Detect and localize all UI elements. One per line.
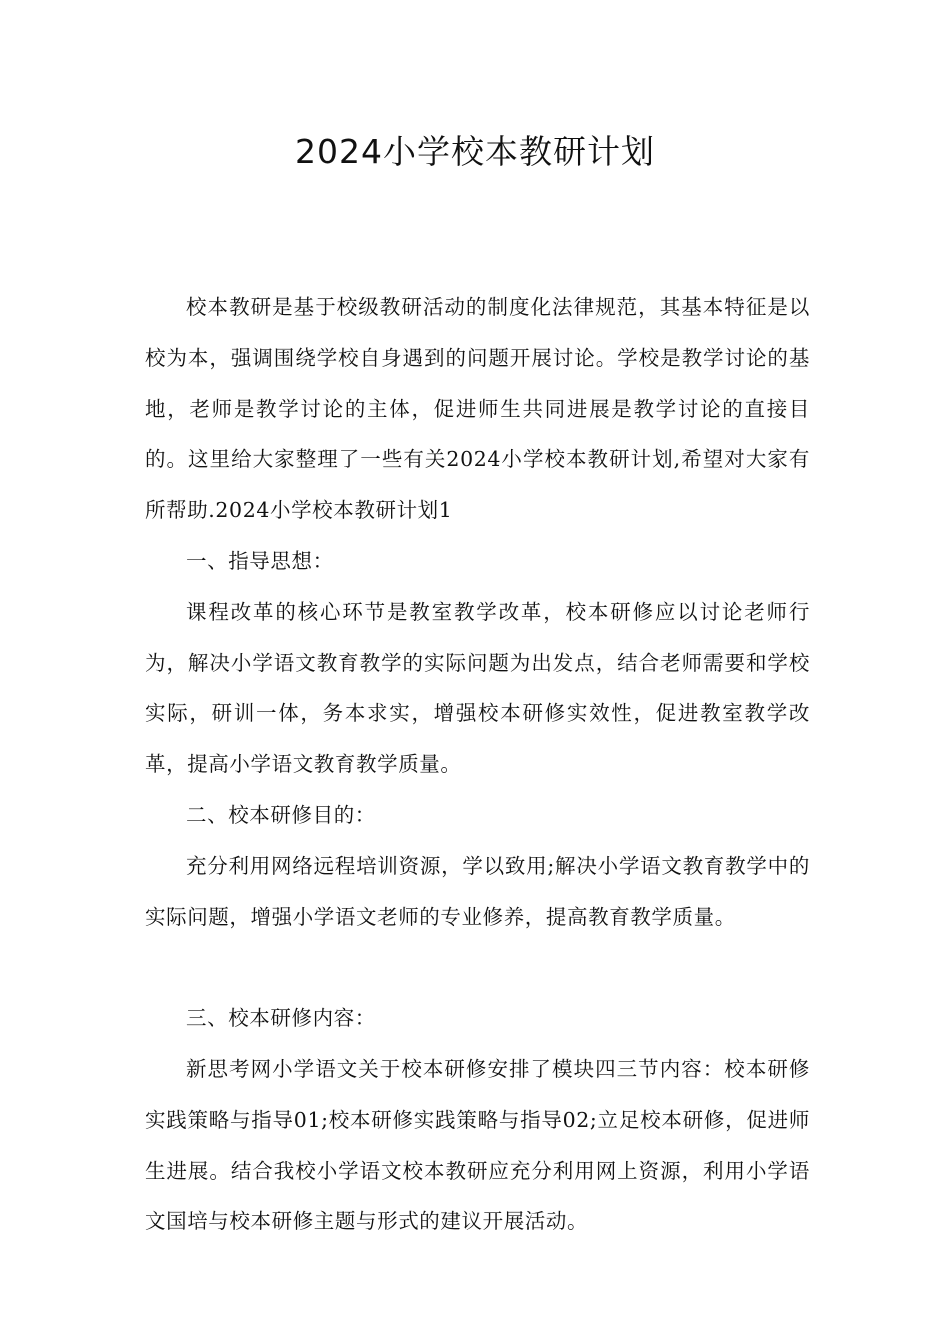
- section-heading-3: 三、校本研修内容：: [186, 1006, 376, 1031]
- section-paragraph-2: 充分利用网络远程培训资源，学以致用;解决小学语文教育教学中的实际问题，增强小学语文老师的专业修养，提高教育教学质量。: [145, 853, 810, 929]
- section-paragraph-1: 课程改革的核心环节是教室教学改革，校本研修应以讨论老师行为，解决小学语文教育教学的实际问题为出发点，结合老师需要和学校实际，研训一体，务本求实，增强校本研修实效性，促进教室教学改革，提高小学语文教育教学质量。: [145, 599, 810, 777]
- section-heading-2: 二、校本研修目的：: [186, 802, 376, 827]
- intro-paragraph: 校本教研是基于校级教研活动的制度化法律规范，其基本特征是以校为本，强调围绕学校自身遇到的问题开展讨论。学校是教学讨论的基地，老师是教学讨论的主体，促进师生共同进展是教学讨论的直接目的。这里给大家整理了一些有关2024小学校本教研计划,希望对大家有所帮助.2024小学校本教研计划1: [145, 295, 810, 523]
- document-title: 2024小学校本教研计划: [295, 132, 655, 171]
- section-heading-1: 一、指导思想：: [186, 548, 334, 573]
- document-body: [145, 282, 810, 1247]
- section-paragraph-3: 新思考网小学语文关于校本研修安排了模块四三节内容：校本研修实践策略与指导01;校本研修实践策略与指导02;立足校本研修，促进师生进展。结合我校小学语文校本教研应充分利用网上资源，利用小学语文国培与校本研修主题与形式的建议开展活动。: [145, 1056, 810, 1234]
- blank-line: [145, 942, 810, 993]
